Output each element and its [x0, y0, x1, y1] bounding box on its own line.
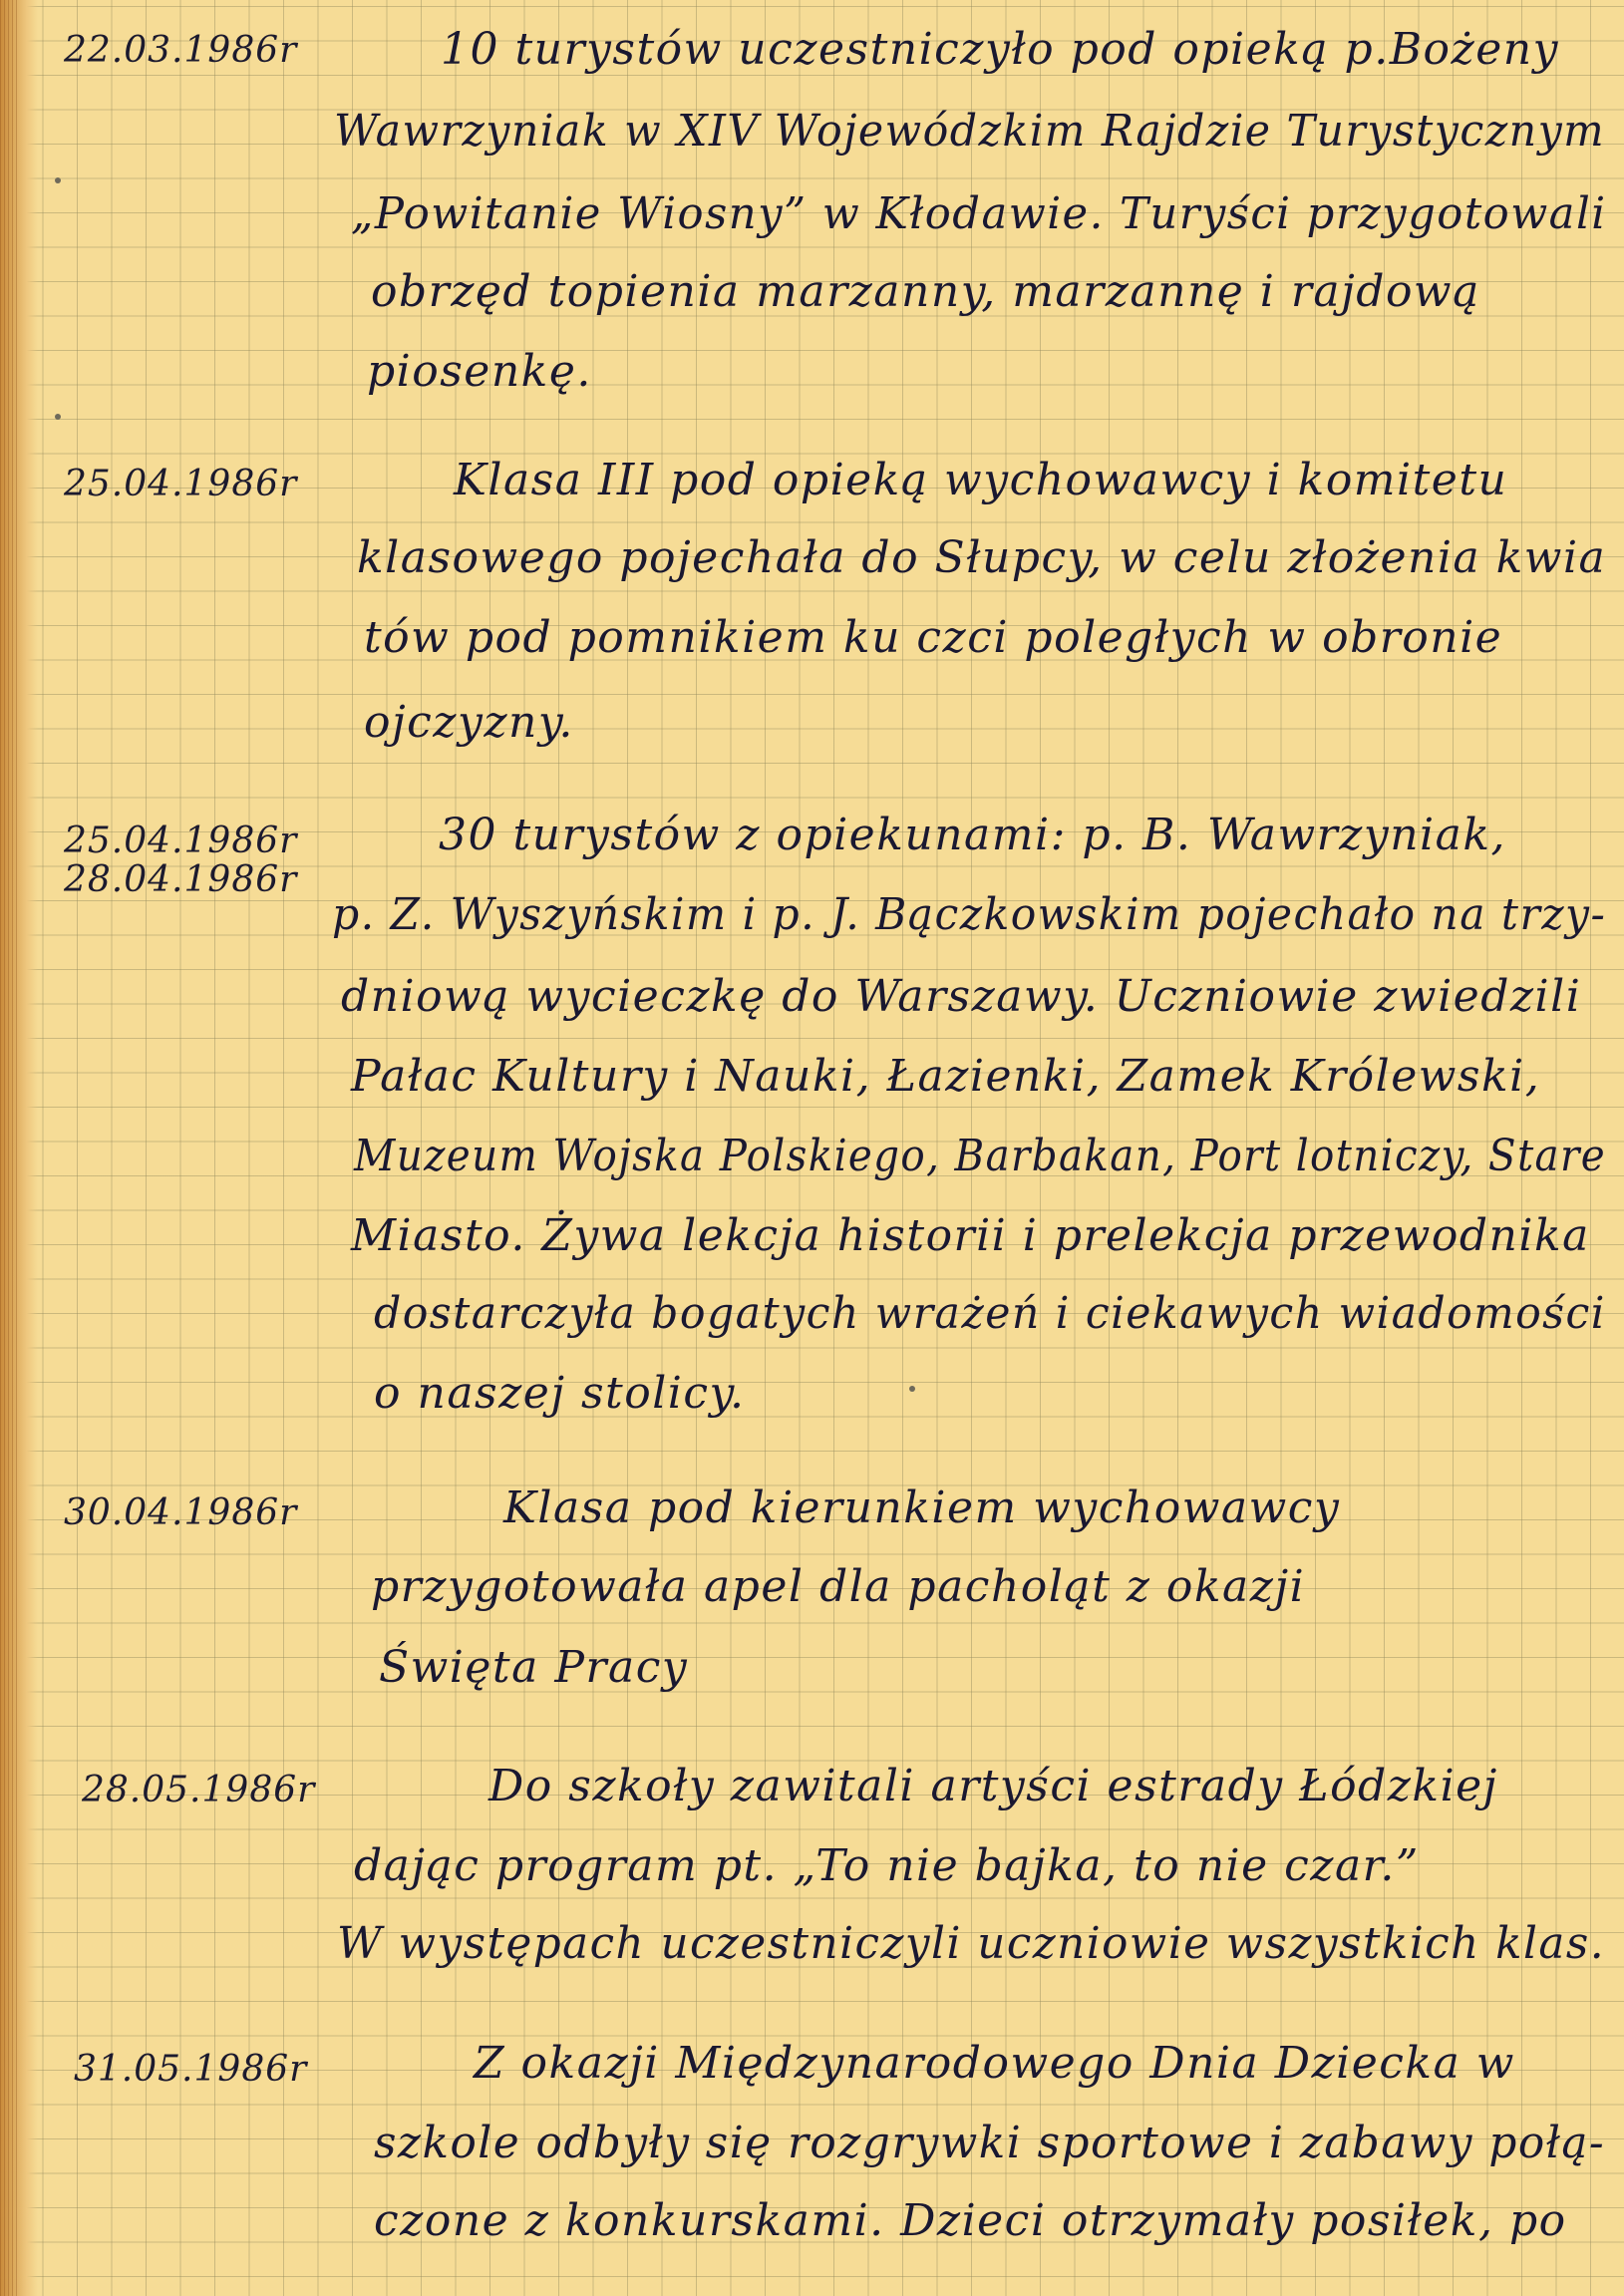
page-edge-stack — [0, 0, 20, 2296]
entry-line: ojczyzny. — [364, 697, 574, 748]
entry-line: 10 turystów uczestniczyło pod opieką p.Bożeny — [441, 24, 1559, 75]
entry-line: Miasto. Żywa lekcja historii i prelekcja przewodnika — [351, 1210, 1590, 1261]
entry-line: Święta Pracy — [379, 1642, 689, 1693]
entry-line: Do szkoły zawitali artyści estrady Łódzkiej — [488, 1761, 1498, 1811]
entry-line: W występach uczestniczyli uczniowie wszystkich klas. — [337, 1918, 1606, 1969]
entry-line: obrzęd topienia marzanny, marzannę i rajdową — [371, 266, 1480, 317]
margin-mark — [55, 177, 61, 183]
entry-date: 22.03.1986r — [64, 30, 298, 71]
entry-date: 25.04.1986r — [64, 464, 298, 504]
entry-line: 30 turystów z opiekunami: p. B. Wawrzyniak, — [439, 810, 1506, 860]
entry-date: 28.05.1986r — [82, 1770, 316, 1810]
entry-line: dostarczyła bogatych wrażeń i ciekawych wiadomości — [374, 1288, 1606, 1339]
entry-line: czone z konkurskami. Dzieci otrzymały posiłek, po — [374, 2195, 1567, 2246]
entry-line: Muzeum Wojska Polskiego, Barbakan, Port lotniczy, Stare — [354, 1131, 1606, 1181]
entry-date: 25.04.1986r — [64, 820, 298, 861]
entry-line: dniową wycieczkę do Warszawy. Uczniowie zwiedzili — [341, 971, 1582, 1022]
margin-mark — [55, 414, 61, 420]
entry-line: „Powitanie Wiosny” w Kłodawie. Turyści przygotowali — [351, 188, 1607, 239]
entry-line: dając program pt. „To nie bajka, to nie czar.” — [354, 1840, 1420, 1891]
entry-line: Klasa III pod opieką wychowawcy i komitetu — [454, 455, 1508, 505]
entry-line: Pałac Kultury i Nauki, Łazienki, Zamek Królewski, — [351, 1051, 1541, 1102]
entry-line: przygotowała apel dla pacholąt z okazji — [371, 1561, 1306, 1612]
entry-line: klasowego pojechała do Słupcy, w celu złożenia kwia — [357, 532, 1607, 583]
entry-line: tów pod pomnikiem ku czci poległych w obronie — [364, 612, 1503, 663]
entry-line: Klasa pod kierunkiem wychowawcy — [503, 1482, 1341, 1533]
entry-line: piosenkę. — [367, 346, 592, 397]
margin-mark — [909, 1386, 915, 1392]
entry-date: 30.04.1986r — [64, 1492, 298, 1533]
entry-date: 31.05.1986r — [74, 2049, 308, 2090]
entry-date: 28.04.1986r — [64, 859, 298, 900]
entry-line: Z okazji Międzynarodowego Dnia Dziecka w — [474, 2038, 1515, 2089]
entry-line: o naszej stolicy. — [374, 1368, 746, 1419]
entry-line: Wawrzyniak w XIV Wojewódzkim Rajdzie Turystycznym — [334, 106, 1606, 157]
entry-line: szkole odbyły się rozgrywki sportowe i zabawy połą- — [374, 2118, 1606, 2168]
entry-line: p. Z. Wyszyńskim i p. J. Bączkowskim pojechało na trzy- — [332, 889, 1607, 940]
